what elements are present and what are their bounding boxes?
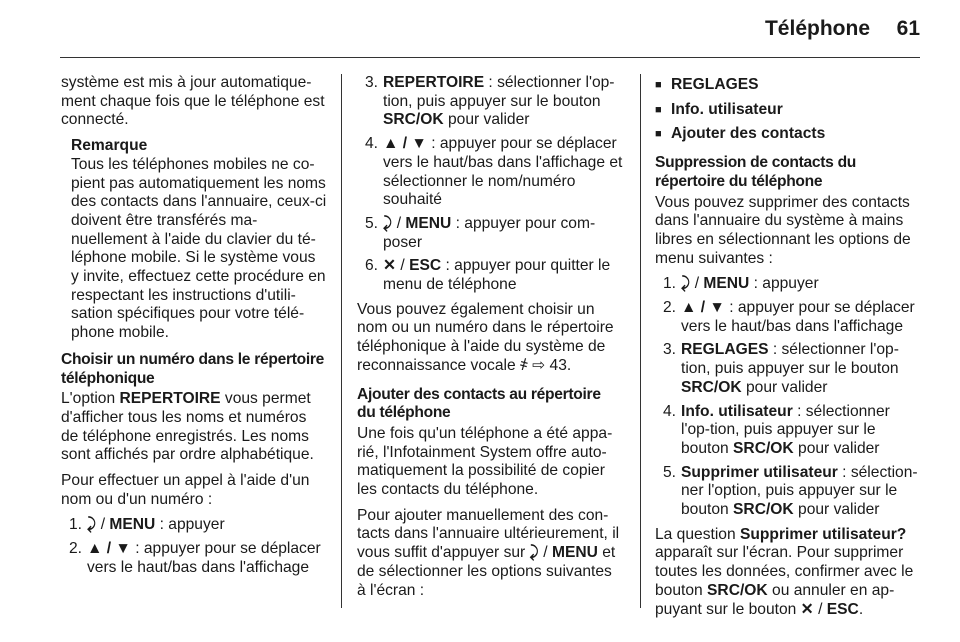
text: Pour ajouter manuellement des con-tacts dans l'annuaire ultérieurement, il vous suffit d'appuyer sur	[357, 506, 620, 562]
column-1	[61, 74, 327, 584]
list-item	[61, 540, 327, 577]
page-header	[0, 0, 960, 58]
list-item: ■ REGLAGES	[655, 76, 921, 95]
text: : sélectionner l'op-tion, puis appuyer sur le bouton	[383, 74, 615, 110]
text: : appuyer pour se déplacer vers le haut/bas dans l'affichage	[87, 540, 321, 576]
separator: /	[392, 214, 406, 232]
button-key: SRC/OK	[733, 439, 794, 457]
text: L'option	[61, 390, 120, 408]
text: : appuyer	[155, 516, 225, 534]
text: : appuyer pour quitter le menu de téléphone	[383, 257, 611, 294]
list-item	[655, 275, 921, 294]
menu-key: ESC	[409, 257, 442, 275]
menu-key: REPERTOIRE	[383, 74, 485, 91]
step-number: 1.	[663, 275, 677, 293]
page-title: Téléphone	[764, 17, 870, 40]
note-title: Remarque	[71, 137, 148, 155]
hang-up-icon: ✕	[383, 257, 397, 275]
list-item	[655, 403, 921, 459]
text: pour valider	[793, 439, 880, 457]
paragraph: Pour effectuer un appel à l'aide d'un nom ou d'un numéro :	[61, 472, 310, 508]
column-divider-2	[640, 74, 641, 608]
text: : sélectionner l'op-tion, puis appuyer sur le bouton	[681, 402, 890, 457]
button-key: ESC	[826, 600, 859, 618]
bullet-list	[655, 76, 921, 144]
menu-key: Supprimer utilisateur	[681, 463, 838, 481]
column-3	[655, 74, 921, 626]
step-number: 5.	[365, 214, 379, 232]
list-item: ■ Ajouter des contacts	[655, 125, 921, 144]
step-number: 5.	[663, 463, 677, 481]
hang-up-icon: ✕	[800, 600, 814, 618]
section-heading: Choisir un numéro dans le répertoire téléphonique	[61, 350, 325, 387]
step-number: 4.	[663, 402, 677, 420]
text: : appuyer	[749, 275, 819, 293]
text: pour valider	[443, 111, 530, 129]
menu-key: MENU	[703, 275, 750, 293]
text: vous permet d'afficher tous les noms et numéros de téléphone enregistrés. Les noms sont affichés par ordre alphabétique.	[61, 390, 314, 464]
steps-list	[61, 516, 327, 577]
list-item	[357, 135, 623, 210]
separator: /	[538, 544, 552, 562]
page-number: 61	[896, 17, 920, 40]
list-item	[655, 299, 921, 336]
text: Vous pouvez également choisir un nom ou un numéro dans le répertoire téléphonique à l'aide du système de reconnaissance vocale	[357, 300, 614, 374]
paragraph	[61, 390, 327, 465]
phone-call-icon: ⤸	[87, 516, 97, 534]
step-number: 2.	[663, 299, 677, 317]
list-item	[357, 74, 623, 130]
button-key: SRC/OK	[681, 378, 742, 396]
list-item	[61, 516, 327, 535]
text: apparaît sur l'écran. Pour supprimer toutes les données, confirmer avec le bouton	[655, 544, 914, 599]
list-item	[357, 257, 623, 294]
step-number: 2.	[69, 540, 83, 558]
steps-list	[655, 275, 921, 519]
list-item	[655, 464, 921, 520]
voice-reference: ҂ ⇨ 43.	[519, 356, 572, 374]
menu-key: Info. utilisateur	[681, 402, 793, 420]
step-number: 3.	[365, 74, 379, 91]
note-text: Tous les téléphones mobiles ne co-pient pas automatiquement les noms des contacts dans l'annuaire, ceux-ci doivent être transférés ma-nuellement à l'aide du clavier du té-léphone mobile. Si le système vous y invite, effectuez cette procédure en respectant les instructions d'utili-sation spécifiques pour votre télé-phone mobile.	[71, 155, 327, 342]
phone-call-icon: ⤸	[529, 544, 539, 562]
arrow-up-down-icon: ▲ / ▼	[383, 135, 427, 153]
header-rule	[60, 57, 920, 58]
step-number: 6.	[365, 257, 379, 275]
arrow-up-down-icon: ▲ / ▼	[681, 299, 725, 317]
text: : sélection-ner l'option, puis appuyer sur le bouton	[681, 463, 918, 519]
text: : appuyer pour com-poser	[383, 214, 596, 251]
section-heading: Suppression de contacts du répertoire du téléphone	[655, 154, 857, 190]
step-number: 3.	[663, 341, 677, 359]
menu-key: MENU	[551, 544, 598, 562]
text: : appuyer pour se déplacer vers le haut/bas dans l'affichage et sélectionner le nom/numéro souhaité	[383, 135, 623, 209]
separator: /	[690, 275, 704, 293]
text: : sélectionner l'op-tion, puis appuyer sur le bouton	[681, 341, 899, 378]
menu-key: REPERTOIRE	[119, 390, 221, 408]
button-key: SRC/OK	[383, 111, 444, 129]
text: La question	[655, 525, 740, 543]
text: et de sélectionner les options suivantes à l'écran :	[357, 544, 616, 599]
paragraph: Une fois qu'un téléphone a été appa-rié, l'Infotainment System offre auto-matiquement la possibilité de copier les contacts du téléphone.	[357, 424, 613, 499]
phone-call-icon: ⤸	[383, 214, 393, 232]
arrow-up-down-icon: ▲ / ▼	[87, 540, 131, 558]
separator: /	[96, 516, 110, 534]
button-key: SRC/OK	[733, 501, 794, 519]
text: ou annuler en ap-puyant sur le bouton	[655, 581, 895, 618]
menu-key: MENU	[109, 516, 156, 534]
separator: /	[396, 257, 410, 275]
button-key: SRC/OK	[707, 581, 768, 599]
note-box	[71, 137, 327, 343]
text: pour valider	[793, 501, 880, 519]
paragraph: système est mis à jour automatique-ment chaque fois que le téléphone est connecté.	[61, 74, 325, 129]
separator: /	[813, 600, 827, 618]
menu-key: MENU	[405, 214, 452, 232]
step-number: 4.	[365, 135, 379, 153]
text: pour valider	[741, 378, 828, 396]
paragraph: Vous pouvez supprimer des contacts dans l'annuaire du système à mains libres en sélectionnant les options de menu suivantes :	[655, 193, 911, 267]
section-heading: Ajouter des contacts au répertoire du téléphone	[357, 385, 601, 422]
list-item	[655, 341, 921, 397]
paragraph	[655, 526, 921, 620]
text: .	[858, 600, 864, 618]
step-number: 1.	[69, 516, 83, 534]
phone-call-icon: ⤸	[681, 275, 691, 293]
text: : appuyer pour se déplacer vers le haut/bas dans l'affichage	[681, 299, 915, 335]
steps-list	[357, 74, 623, 295]
menu-key: REGLAGES	[681, 341, 769, 359]
list-item	[357, 215, 623, 252]
list-item: ■ Info. utilisateur	[655, 101, 921, 120]
column-2	[357, 74, 623, 607]
column-divider-1	[341, 74, 342, 608]
menu-key: Supprimer utilisateur?	[739, 525, 907, 543]
paragraph	[357, 301, 623, 376]
paragraph	[357, 507, 623, 601]
